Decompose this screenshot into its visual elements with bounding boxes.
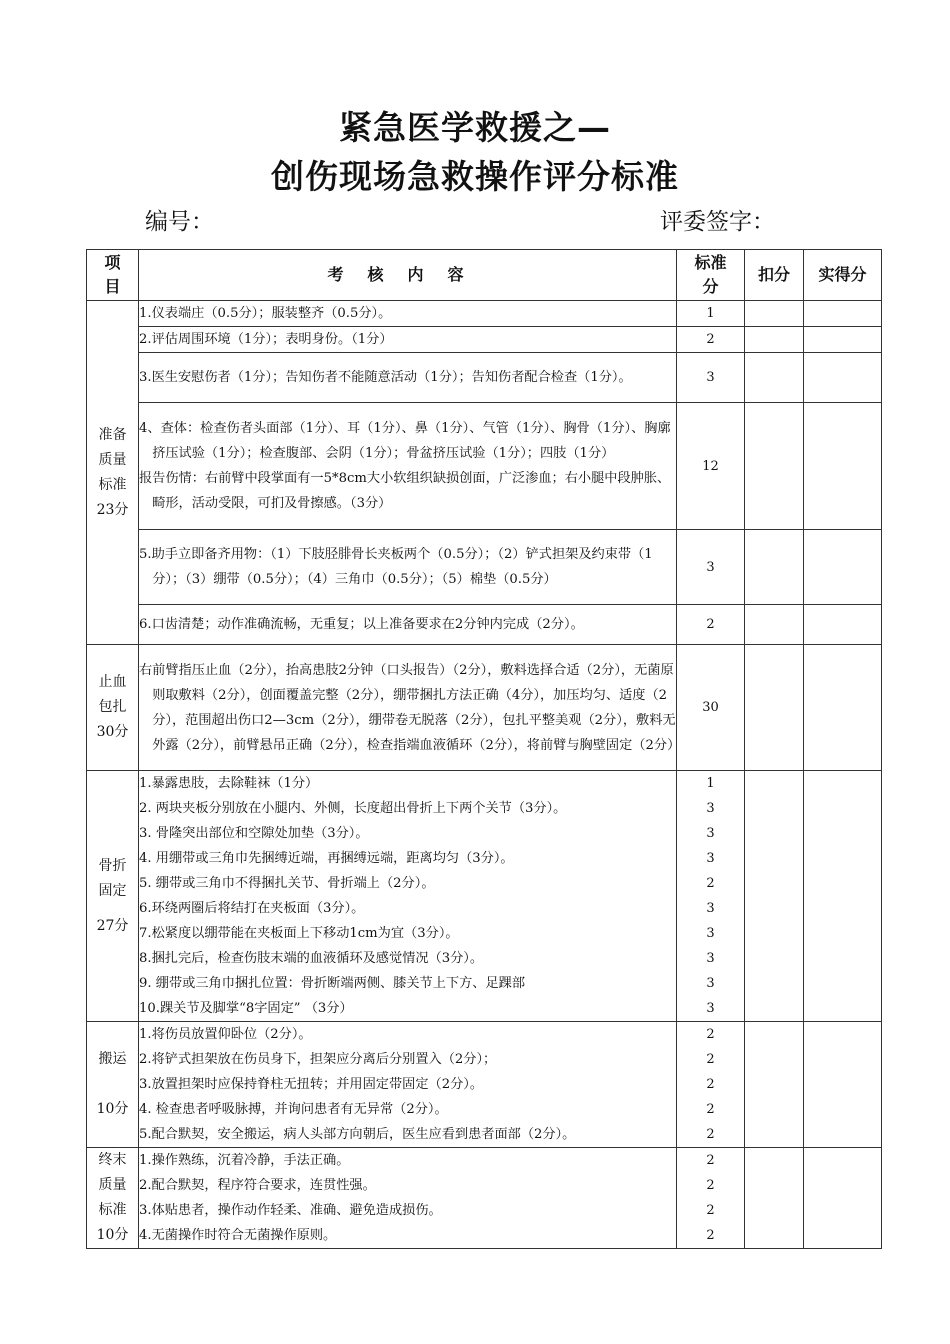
actual-cell[interactable] <box>804 605 882 645</box>
actual-cell[interactable] <box>804 1148 882 1249</box>
list-item: 7.松紧度以绷带能在夹板面上下移动1cm为宜（3分）。 <box>139 926 459 941</box>
actual-cell[interactable] <box>804 771 882 1022</box>
category-prep: 准备 质量 标准 23分 <box>87 301 139 645</box>
table-row <box>87 327 882 353</box>
deduct-cell[interactable] <box>745 327 804 353</box>
list-item: 8.捆扎完后，检查伤肢末端的血液循环及感觉情况（3分）。 <box>139 951 484 966</box>
list-item: 4. 用绷带或三角巾先捆缚近端，再捆缚远端，距离均匀（3分）。 <box>139 851 514 866</box>
deduct-cell[interactable] <box>745 1022 804 1148</box>
list-item: 2.将铲式担架放在伤员身下，担架应分离后分别置入（2分）； <box>139 1052 497 1067</box>
header-standard: 标准分 <box>677 250 745 301</box>
table-row <box>87 1022 882 1148</box>
table-row <box>87 530 882 605</box>
table-row <box>87 353 882 403</box>
list-item: 9. 绷带或三角巾捆扎位置：骨折断端两侧、膝关节上下方、足踝部 <box>139 976 526 991</box>
table-row <box>87 645 882 771</box>
item-text: 右前臂指压止血（2分），抬高患肢2分钟（口头报告）（2分），敷料选择合适（2分），无菌原则取敷料（2分），创面覆盖完整（2分），绷带捆扎方法正确（4分），加压均匀、适度（2分），范围超出伤口2—3cm（2分），绷带卷无脱落（2分），包扎平整美观（2分），敷料无外露（2分），前臂悬吊正确（2分），检查指端血液循环（2分），将前臂与胸壁固定（2分） <box>139 645 677 771</box>
deduct-cell[interactable] <box>745 353 804 403</box>
standard-score: 2 <box>677 327 745 353</box>
title-line-2: 创伤现场急救操作评分标准 <box>271 157 679 196</box>
table-header-row <box>87 250 882 301</box>
header-deduct: 扣分 <box>745 250 804 301</box>
standard-score: 2 <box>677 605 745 645</box>
item-text <box>139 403 677 530</box>
item-text-line: 报告伤情：右前臂中段掌面有一5*8cm大小软组织缺损创面，广泛渗血；右小腿中段肿胀、畸形，活动受限，可扪及骨擦感。（3分） <box>139 471 671 511</box>
deduct-cell[interactable] <box>745 530 804 605</box>
title-line-1: 紧急医学救援之— <box>339 108 611 147</box>
actual-cell[interactable] <box>804 301 882 327</box>
category-bleeding: 止血 包扎 30分 <box>87 645 139 771</box>
list-item: 2. 两块夹板分别放在小腿内、外侧，长度超出骨折上下两个关节（3分）。 <box>139 801 567 816</box>
item-list <box>139 771 677 1022</box>
header-content: 考核内容 <box>139 250 677 301</box>
standard-score-list: 1 3 3 3 2 3 3 3 3 3 <box>677 771 745 1022</box>
standard-score-list: 2 2 2 2 <box>677 1148 745 1249</box>
table-row <box>87 771 882 1022</box>
actual-cell[interactable] <box>804 327 882 353</box>
header-item: 项目 <box>87 250 139 301</box>
item-text: 6.口齿清楚；动作准确流畅，无重复；以上准备要求在2分钟内完成（2分）。 <box>139 605 677 645</box>
deduct-cell[interactable] <box>745 645 804 771</box>
list-item: 5. 绷带或三角巾不得捆扎关节、骨折端上（2分）。 <box>139 876 435 891</box>
standard-score: 3 <box>677 530 745 605</box>
table-row <box>87 301 882 327</box>
actual-cell[interactable] <box>804 403 882 530</box>
actual-cell[interactable] <box>804 530 882 605</box>
item-list <box>139 1022 677 1148</box>
list-item: 1.暴露患肢，去除鞋袜（1分） <box>139 776 319 791</box>
deduct-cell[interactable] <box>745 301 804 327</box>
list-item: 2.配合默契，程序符合要求，连贯性强。 <box>139 1178 376 1193</box>
table-row <box>87 403 882 530</box>
deduct-cell[interactable] <box>745 403 804 530</box>
category-final: 终末 质量 标准 10分 <box>87 1148 139 1249</box>
actual-cell[interactable] <box>804 353 882 403</box>
list-item: 4.无菌操作时符合无菌操作原则。 <box>139 1228 337 1243</box>
list-item: 3. 骨隆突出部位和空隙处加垫（3分）。 <box>139 826 369 841</box>
scoring-table <box>86 249 882 1249</box>
item-list <box>139 1148 677 1249</box>
standard-score-list: 2 2 2 2 2 <box>677 1022 745 1148</box>
item-text: 3.医生安慰伤者（1分）；告知伤者不能随意活动（1分）；告知伤者配合检查（1分）。 <box>139 353 677 403</box>
list-item: 3.放置担架时应保持脊柱无扭转；并用固定带固定（2分）。 <box>139 1077 484 1092</box>
item-text: 2.评估周围环境（1分）；表明身份。（1分） <box>139 327 677 353</box>
judge-signature-label: 评委签字： <box>660 209 775 235</box>
header-actual: 实得分 <box>804 250 882 301</box>
deduct-cell[interactable] <box>745 771 804 1022</box>
actual-cell[interactable] <box>804 1022 882 1148</box>
deduct-cell[interactable] <box>745 605 804 645</box>
standard-score: 3 <box>677 353 745 403</box>
standard-score: 30 <box>677 645 745 771</box>
actual-cell[interactable] <box>804 645 882 771</box>
list-item: 1.操作熟练，沉着冷静，手法正确。 <box>139 1153 350 1168</box>
list-item: 5.配合默契，安全搬运，病人头部方向朝后，医生应看到患者面部（2分）。 <box>139 1127 576 1142</box>
standard-score: 12 <box>677 403 745 530</box>
item-text: 5.助手立即备齐用物：（1）下肢胫腓骨长夹板两个（0.5分）；（2）铲式担架及约束带（1分）；（3）绷带（0.5分）；（4）三角巾（0.5分）；（5）棉垫（0.5分） <box>139 530 677 605</box>
item-text-line: 4、查体：检查伤者头面部（1分）、耳（1分）、鼻（1分）、气管（1分）、胸骨（1分）、胸廓挤压试验（1分）；检查腹部、会阴（1分）；骨盆挤压试验（1分）；四肢（1分） <box>139 421 671 461</box>
table-row <box>87 1148 882 1249</box>
category-transport: 搬运 10分 <box>87 1022 139 1148</box>
number-label: 编号： <box>145 209 214 235</box>
category-fracture: 骨折 固定 27分 <box>87 771 139 1022</box>
standard-score: 1 <box>677 301 745 327</box>
list-item: 4. 检查患者呼吸脉搏，并询问患者有无异常（2分）。 <box>139 1102 448 1117</box>
deduct-cell[interactable] <box>745 1148 804 1249</box>
list-item: 10.踝关节及脚掌“8字固定” （3分） <box>139 1001 353 1016</box>
list-item: 6.环绕两圈后将结打在夹板面（3分）。 <box>139 901 365 916</box>
list-item: 3.体贴患者，操作动作轻柔、准确、避免造成损伤。 <box>139 1203 442 1218</box>
table-row <box>87 605 882 645</box>
item-text: 1.仪表端庄（0.5分）；服装整齐（0.5分）。 <box>139 301 677 327</box>
list-item: 1.将伤员放置仰卧位（2分）。 <box>139 1027 312 1042</box>
